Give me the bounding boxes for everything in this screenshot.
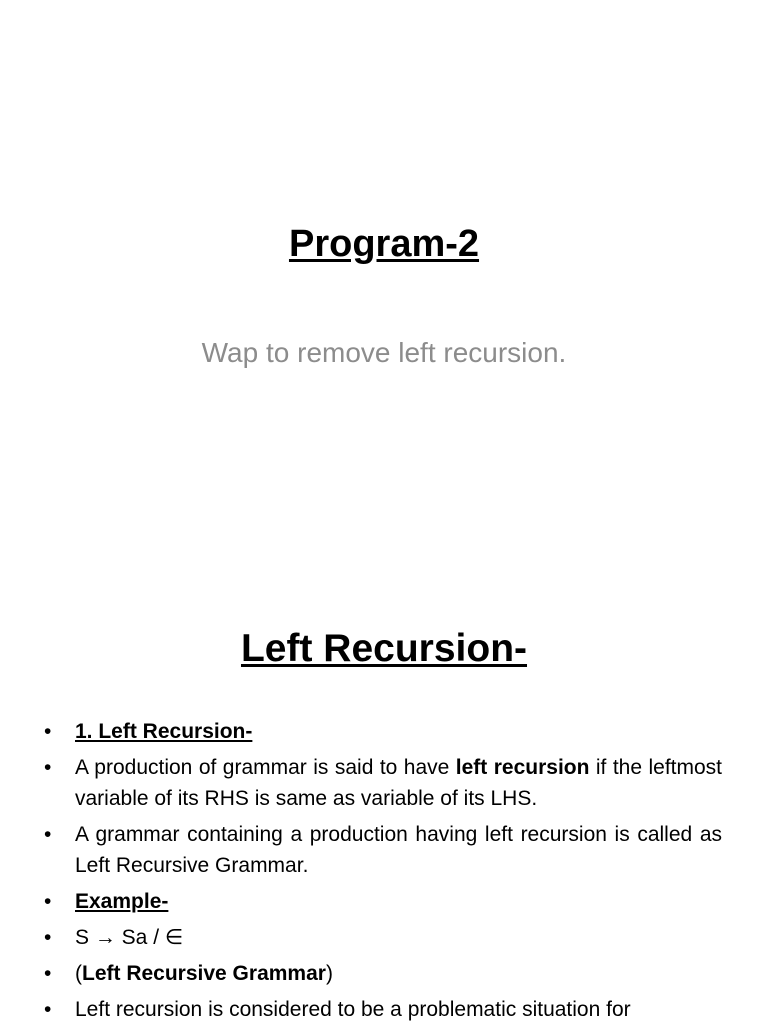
bullet-item: [44, 752, 722, 814]
bullet-item: [44, 958, 722, 989]
bullet-item: [44, 716, 722, 747]
bullet-text: A production of grammar is said to have: [75, 756, 456, 779]
bullet-heading: Example-: [75, 890, 169, 913]
bullet-text: ): [325, 962, 333, 985]
slide-title: Program-2: [288, 223, 480, 265]
bullet-item: [44, 819, 722, 881]
bullet-text: if the leftmost variable of its RHS is same as variable of its LHS.: [75, 756, 722, 810]
bullet-text: (: [75, 962, 82, 985]
bullet-heading: 1. Left Recursion-: [75, 720, 253, 743]
slide-title: Left Recursion-: [240, 627, 528, 670]
bullet-text: A grammar containing a production having left recursion is called as Left Recursive Grammar.: [75, 823, 722, 877]
bullet-text: Left recursion is considered to be a problematic situation for: [75, 998, 631, 1021]
bullet-item: [44, 922, 722, 953]
bullet-bold-text: Left Recursive Grammar: [82, 962, 326, 985]
slide-subtitle: Wap to remove left recursion.: [201, 337, 567, 368]
slide-left-recursion: [0, 576, 768, 1024]
bullet-bold-text: left recursion: [455, 756, 590, 779]
bullet-item: [44, 994, 722, 1024]
bullet-text: S → Sa / ∈: [75, 926, 184, 949]
bullet-list: [44, 716, 722, 1024]
bullet-item: [44, 886, 722, 917]
